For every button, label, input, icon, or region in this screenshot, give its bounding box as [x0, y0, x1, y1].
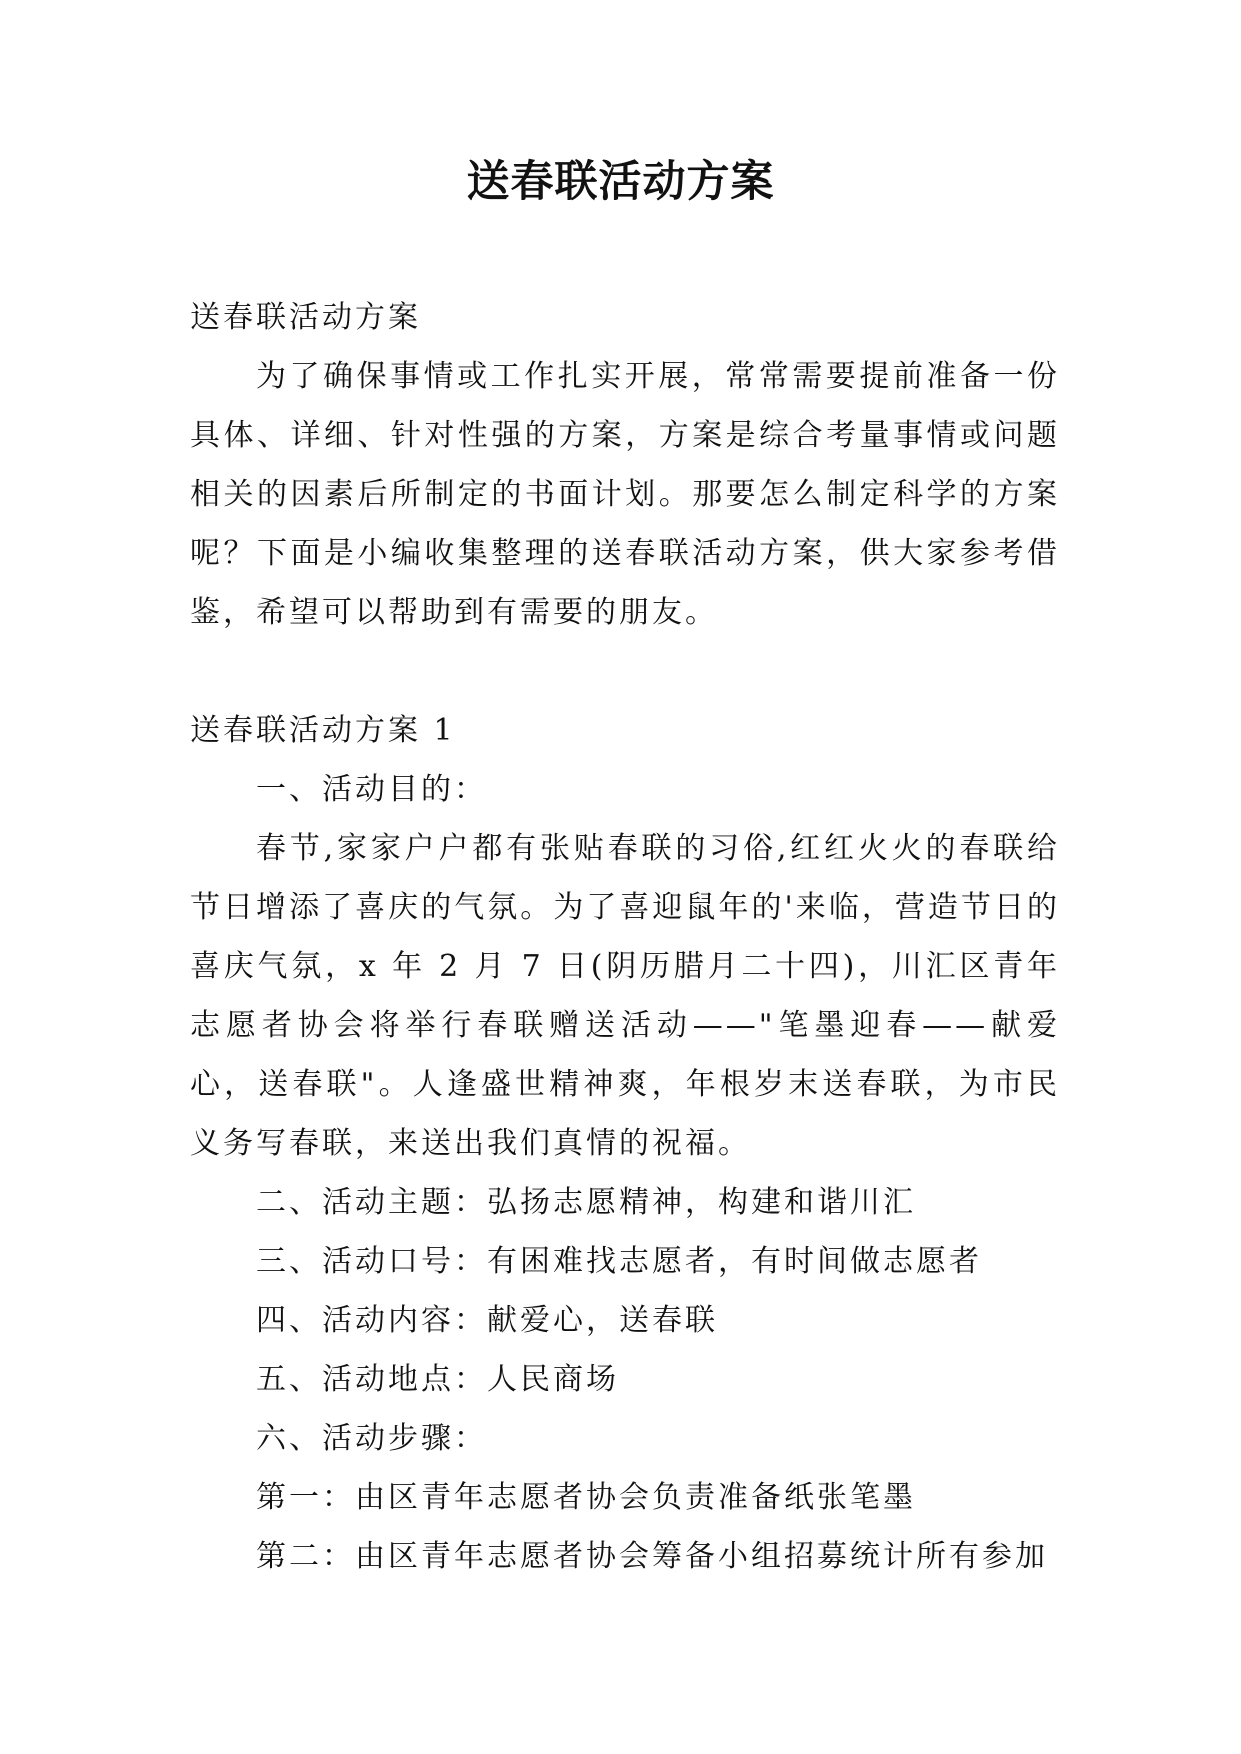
purpose-heading: 一、活动目的：: [256, 772, 487, 807]
location-line: 五、活动地点：人民商场: [256, 1362, 619, 1397]
steps-heading: 六、活动步骤：: [256, 1421, 487, 1456]
theme-line: 二、活动主题：弘扬志愿精神，构建和谐川汇: [256, 1185, 916, 1220]
content-line: 四、活动内容：献爱心，送春联: [256, 1303, 718, 1338]
step-one: 第一：由区青年志愿者协会负责准备纸张笔墨: [256, 1480, 916, 1515]
subtitle: 送春联活动方案: [190, 300, 421, 335]
intro-paragraph: 为了确保事情或工作扎实开展，常常需要提前准备一份具体、详细、针对性强的方案，方案是综合考量事情或问题相关的因素后所制定的书面计划。那要怎么制定科学的方案呢？下面是小编收集整理的送春联活动方案，供大家参考借鉴，希望可以帮助到有需要的朋友。: [190, 359, 1060, 630]
paragraph-gap: [190, 642, 1060, 701]
purpose-paragraph: 春节,家家户户都有张贴春联的习俗,红红火火的春联给节日增添了喜庆的气氛。为了喜迎鼠年的'来临，营造节日的喜庆气氛，x 年 2 月 7 日(阴历腊月二十四)，川汇区青年志愿者协会将举行春联赠送活动——"笔墨迎春——献爱心，送春联"。人逢盛世精神爽，年根岁末送春联，为市民义务写春联，来送出我们真情的祝福。: [190, 831, 1060, 1161]
document-title: 送春联活动方案: [466, 157, 775, 207]
document-body: [190, 288, 1060, 1586]
slogan-line: 三、活动口号：有困难找志愿者，有时间做志愿者: [256, 1244, 982, 1279]
step-two: 第二：由区青年志愿者协会筹备小组招募统计所有参加: [256, 1539, 1048, 1574]
section-title: 送春联活动方案 1: [190, 713, 456, 748]
